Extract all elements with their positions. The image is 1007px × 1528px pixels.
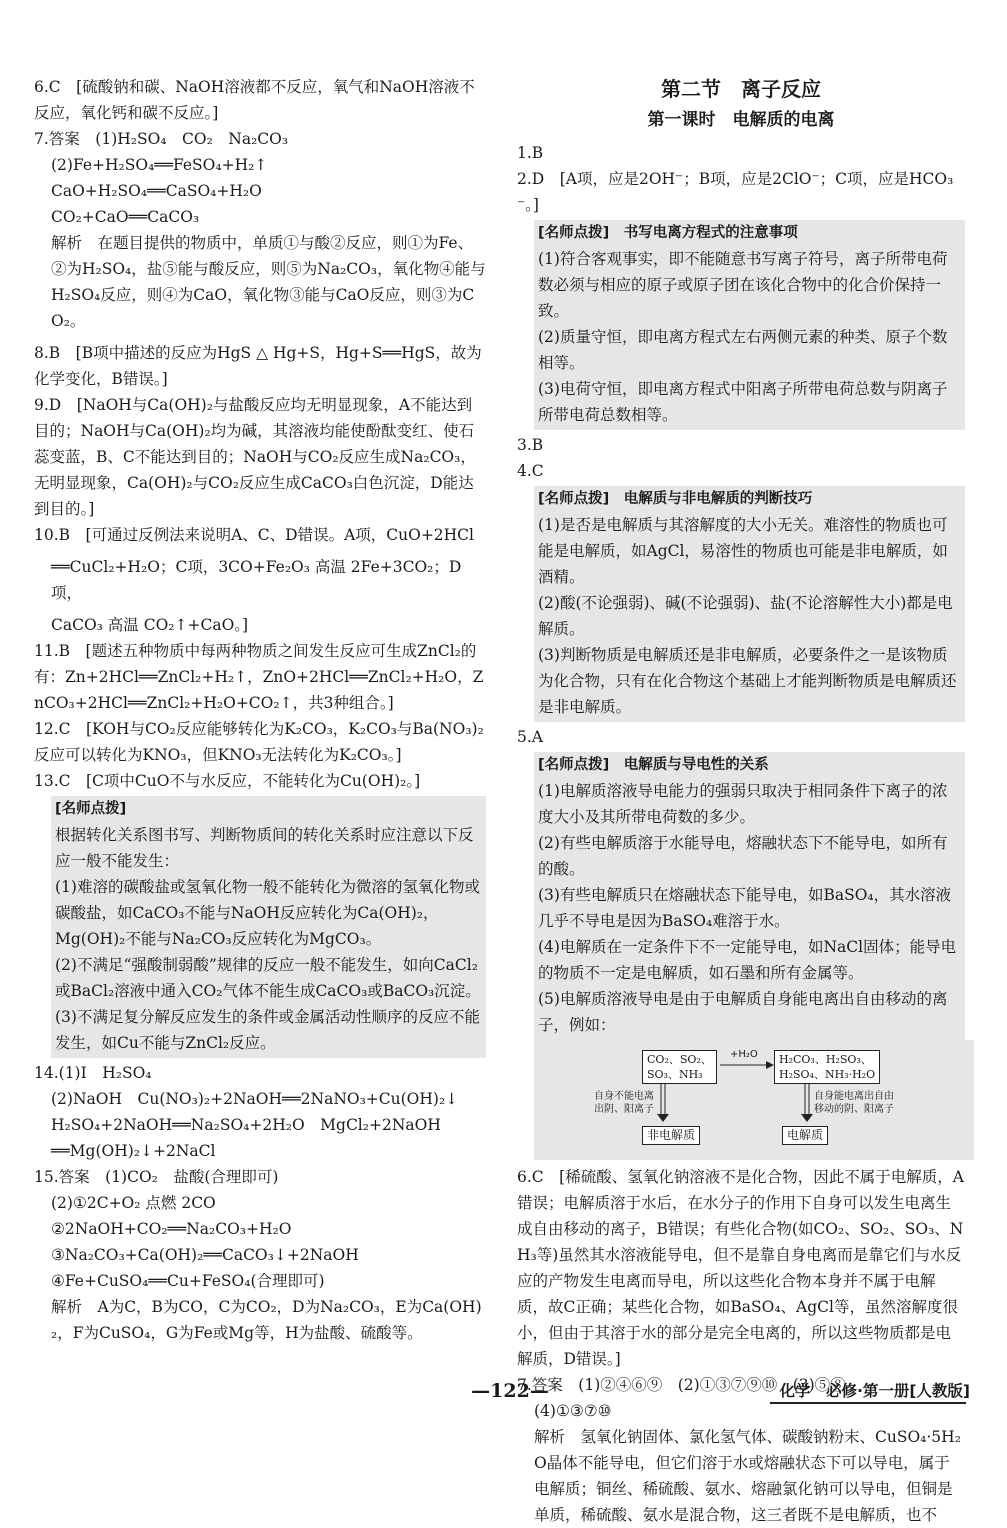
answer-15-head: 15.答案 (1)CO₂ 盐酸(合理即可) xyxy=(34,1168,279,1186)
section-title: 第二节 离子反应 xyxy=(661,77,821,101)
answer-1: 1.B xyxy=(517,144,544,162)
answer-15-line: (2)①2C+O₂ 点燃 2CO xyxy=(51,1194,216,1212)
answer-15-line: ②2NaOH+CO₂══Na₂CO₃+H₂O xyxy=(51,1220,292,1238)
tip-line: (1)电解质溶液导电能力的强弱只取决于相同条件下离子的浓度大小及其所带电荷数的多少。 xyxy=(538,782,948,826)
answer-9: 9.D [NaOH与Ca(OH)₂与盐酸反应均无明显现象，A不能达到目的；NaOH与Ca(OH)₂均为碱，其溶液均能使酚酞变红、使石蕊变蓝，B、C不能达到目的；NaOH与CO₂反应生成Na₂CO₃，无明显现象，Ca(OH)₂与CO₂反应生成CaCO₃白色沉淀，D能达到目的。] xyxy=(34,396,476,518)
answer-15-line: ④Fe+CuSO₄══Cu+FeSO₄(合理即可) xyxy=(51,1272,325,1290)
footer-rule xyxy=(770,1402,966,1404)
tip-line: (1)是否是电解质与其溶解度的大小无关。难溶性的物质也可能是电解质，如AgCl，易溶性的物质也可能是非电解质，如酒精。 xyxy=(538,516,948,586)
answer-14-line: (2)NaOH Cu(NO₃)₂+2NaOH══2NaNO₃+Cu(OH)₂↓ xyxy=(51,1090,459,1108)
tip-line: (2)不满足“强酸制弱酸”规律的反应一般不能发生，如向CaCl₂或BaCl₂溶液中通入CO₂气体不能生成CaCO₃或BaCO₃沉淀。 xyxy=(55,956,481,1000)
tip-line: (5)电解质溶液导电是由于电解质自身能电离出自由移动的离子，例如： xyxy=(538,990,948,1034)
answer-7-analysis: 解析 在题目提供的物质中，单质①与酸②反应，则①为Fe、②为H₂SO₄，盐⑤能与酸反应，则⑤为Na₂CO₃，氧化物④能与H₂SO₄反应，则④为CaO，氧化物③能与CaO反应，则③为CO₂。 xyxy=(51,234,486,330)
page-number: —122— xyxy=(471,1380,549,1402)
diagram-text: H₂SO₄、NH₃·H₂O xyxy=(779,1068,876,1081)
tip-box-4 xyxy=(534,486,965,722)
lesson-title: 第一课时 电解质的电离 xyxy=(647,110,835,130)
diagram-box-nonelectrolyte: 非电解质 xyxy=(642,1126,700,1145)
answer-5: 5.A xyxy=(517,728,543,746)
right-column xyxy=(517,74,965,1528)
tip-line: (2)质量守恒，即电离方程式左右两侧元素的种类、原子个数相等。 xyxy=(538,328,948,372)
tip-box-5 xyxy=(534,752,965,1040)
tip-line: (2)有些电解质溶于水能导电，熔融状态下不能导电，如所有的酸。 xyxy=(538,834,948,878)
diagram-text: H₂CO₃、H₂SO₃、 xyxy=(779,1053,872,1066)
answer-12: 12.C [KOH与CO₂反应能够转化为K₂CO₃，K₂CO₃与Ba(NO₃)₂反应可以转化为KNO₃，但KNO₃无法转化为K₂CO₃。] xyxy=(34,720,484,764)
tip-title: [名师点拨] 电解质与非电解质的判断技巧 xyxy=(538,491,813,507)
tip-line: (4)电解质在一定条件下不一定能导电，如NaCl固体；能导电的物质不一定是电解质，如石墨和所有金属等。 xyxy=(538,938,957,982)
answer-7-line: CO₂+CaO══CaCO₃ xyxy=(51,208,200,226)
answer-10-line: 10.B [可通过反例法来说明A、C、D错误。A项，CuO+2HCl xyxy=(34,526,474,544)
answer-10-line: ══CuCl₂+H₂O；C项，3CO+Fe₂O₃ 高温 2Fe+3CO₂；D项， xyxy=(51,558,462,602)
answer-2: 2.D [A项，应是2OH⁻；B项，应是2ClO⁻；C项，应是HCO₃⁻。] xyxy=(517,170,954,214)
book-title: 化学 必修·第一册[人教版] xyxy=(779,1382,970,1400)
diagram-text: 自身能电离出自由 xyxy=(814,1091,894,1102)
diagram-text: SO₃、NH₃ xyxy=(647,1068,703,1081)
answer-3: 3.B xyxy=(517,436,544,454)
answer-6: 6.C [稀硫酸、氢氧化钠溶液不是化合物，因此不属于电解质，A错误；电解质溶于水后，在水分子的作用下自身可以发生电离生成自由移动的离子，B错误；有些化合物(如CO₂、SO₂、SO₃、NH₃等)虽然其水溶液能导电，但不是靠自身电离而是靠它们与水反应的产物发生电离而导电，所以这些化合物本身并不属于电解质，故C正确；某些化合物，如BaSO₄、AgCl等，虽然溶解度很小，但由于其溶于水的部分是完全电离的，所以这些物质都是电解质，D错误。] xyxy=(517,1168,964,1368)
tip-line: (1)符合客观事实，即不能随意书写离子符号，离子所带电荷数必须与相应的原子或原子团在该化合物中的化合价保持一致。 xyxy=(538,250,948,320)
diagram-note-left xyxy=(594,1090,654,1116)
answer-15-line: ③Na₂CO₃+Ca(OH)₂══CaCO₃↓+2NaOH xyxy=(51,1246,359,1264)
answer-7-line: (4)①③⑦⑩ xyxy=(534,1402,612,1420)
diagram-text: CO₂、SO₂、 xyxy=(647,1053,712,1066)
tip-line: (3)电荷守恒，即电离方程式中阳离子所带电荷总数与阴离子所带电荷总数相等。 xyxy=(538,380,948,424)
answer-7-line: (2)Fe+H₂SO₄══FeSO₄+H₂↑ xyxy=(51,156,268,174)
answer-7-analysis: 解析 氢氧化钠固体、氯化氢气体、碳酸钠粉末、CuSO₄·5H₂O晶体不能导电，但它们溶于水或熔融状态下可以导电，属于电解质；铜丝、稀硫酸、氨水、熔融氯化钠可以导电，但铜是单质，稀硫酸、氨水是混合物，这三者既不是电解质，也不 xyxy=(534,1428,961,1524)
answer-7-head: 7.答案 (1)H₂SO₄ CO₂ Na₂CO₃ xyxy=(34,130,289,148)
tip-box-13 xyxy=(51,796,486,1058)
tip-title: [名师点拨] xyxy=(55,801,127,817)
tip-line: (3)判断物质是电解质还是非电解质，必要条件之一是该物质为化合物，只有在化合物这个基础上才能判断物质是电解质还是非电解质。 xyxy=(538,646,957,716)
answer-10-line: CaCO₃ 高温 CO₂↑+CaO。] xyxy=(51,616,249,634)
tip-title: [名师点拨] 书写电离方程式的注意事项 xyxy=(538,225,798,241)
diagram-text: 移动的阴、阳离子 xyxy=(814,1104,894,1115)
answer-14-line: H₂SO₄+2NaOH══Na₂SO₄+2H₂O MgCl₂+2NaOH xyxy=(51,1116,441,1134)
answer-8: 8.B [B项中描述的反应为HgS △ Hg+S，Hg+S══HgS，故为化学变化，B错误。] xyxy=(34,344,482,388)
answer-14-line: ══Mg(OH)₂↓+2NaCl xyxy=(51,1142,216,1160)
tip-line: (3)不满足复分解反应发生的条件或金属活动性顺序的反应不能发生，如Cu不能与ZnCl₂反应。 xyxy=(55,1008,480,1052)
tip-title: [名师点拨] 电解质与导电性的关系 xyxy=(538,757,769,773)
tip-line: (3)有些电解质只在熔融状态下能导电，如BaSO₄，其水溶液几乎不导电是因为BaSO₄难溶于水。 xyxy=(538,886,952,930)
answer-14-line: 14.(1)Ⅰ H₂SO₄ xyxy=(34,1064,152,1082)
answer-4: 4.C xyxy=(517,462,544,480)
tip-line: 根据转化关系图书写、判断物质间的转化关系时应注意以下反应一般不能发生： xyxy=(55,826,474,870)
answer-7-line: CaO+H₂SO₄══CaSO₄+H₂O xyxy=(51,182,262,200)
answer-15-analysis: 解析 A为C，B为CO，C为CO₂，D为Na₂CO₃，E为Ca(OH)₂，F为CuSO₄，G为Fe或Mg等，H为盐酸、硫酸等。 xyxy=(51,1298,482,1342)
tip-line: (1)难溶的碳酸盐或氢氧化物一般不能转化为微溶的氢氧化物或碳酸盐，如CaCO₃不能与NaOH反应转化为Ca(OH)₂，Mg(OH)₂不能与Na₂CO₃反应转化为MgCO₃。 xyxy=(55,878,480,948)
tip-box-2 xyxy=(534,220,965,430)
answer-6: 6.C [硫酸钠和碳、NaOH溶液都不反应，氧气和NaOH溶液不反应，氧化钙和碳不反应。] xyxy=(34,78,475,122)
diagram-text: 自身不能电离 xyxy=(594,1091,654,1102)
diagram-arrow-label: +H₂O xyxy=(730,1049,758,1060)
diagram-box-acids xyxy=(774,1050,880,1084)
answer-7-head: 7.答案 (1)②④⑥⑨ (2)①③⑦⑨⑩ (3)⑤⑧ xyxy=(517,1376,846,1394)
answer-13: 13.C [C项中CuO不与水反应，不能转化为Cu(OH)₂。] xyxy=(34,772,421,790)
tip-line: (2)酸(不论强弱)、碱(不论强弱)、盐(不论溶解性大小)都是电解质。 xyxy=(538,594,953,638)
diagram-box-electrolyte: 电解质 xyxy=(782,1126,828,1145)
left-column xyxy=(34,74,486,1346)
diagram-text: 出阴、阳离子 xyxy=(594,1104,654,1115)
answer-11: 11.B [题述五种物质中每两种物质之间发生反应可生成ZnCl₂的有：Zn+2HCl══ZnCl₂+H₂↑，ZnO+2HCl══ZnCl₂+H₂O，ZnCO₃+2HCl══ZnCl₂+H₂O+CO₂↑，共3种组合。] xyxy=(34,642,484,712)
electrolyte-diagram xyxy=(534,1040,974,1160)
diagram-note-right xyxy=(814,1090,894,1116)
